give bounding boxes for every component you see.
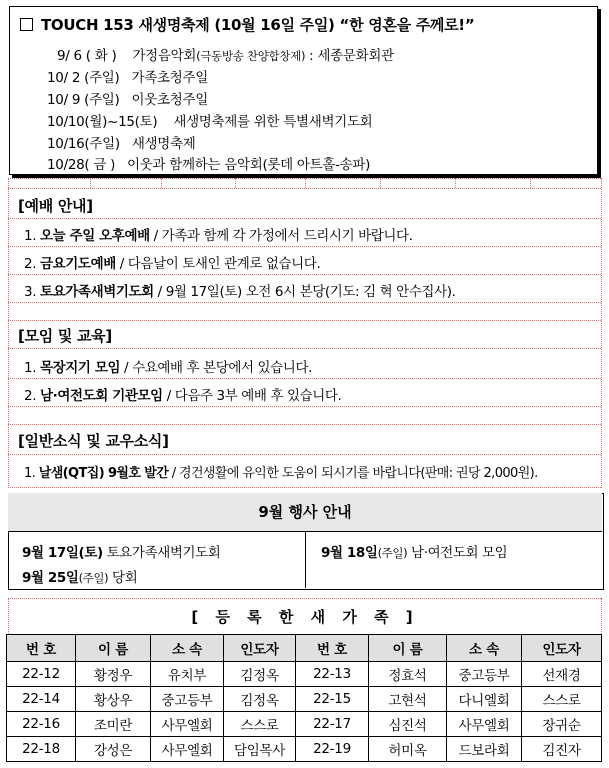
touch-item-date: 10/16(주일) [47, 136, 120, 152]
touch-item-note: (극동방송 찬양합창제) [196, 49, 306, 63]
touch-item [47, 66, 208, 86]
column-header: 소 속 [447, 635, 522, 662]
item-text: / 다음날이 토새인 관계로 없습니다. [115, 256, 321, 272]
table-cell: 사무엘회 [447, 712, 522, 737]
dotted-tick [530, 178, 531, 188]
column-header: 이 름 [369, 635, 447, 662]
worship-section-title: [예배 안내] [18, 197, 93, 215]
touch-festival-title [20, 14, 474, 35]
item-number: 2. [24, 388, 37, 404]
table-cell: 심진석 [369, 712, 447, 737]
event-day: (주일) [78, 571, 109, 585]
table-cell: 유치부 [151, 662, 224, 687]
registration-table [6, 634, 602, 762]
dotted-divider [8, 320, 601, 321]
event-item [22, 541, 220, 561]
dotted-divider [8, 598, 601, 599]
dotted-tick [305, 178, 306, 188]
news-item [24, 462, 538, 481]
table-cell: 황상우 [76, 687, 151, 712]
table-cell: 허미옥 [369, 737, 447, 762]
touch-item-text: 새생명축제를 위한 특별새벽기도회 [173, 114, 373, 130]
item-heading: 남·여전도회 기관모임 [40, 388, 163, 404]
item-heading: 날샘(QT집) 9월호 발간 [38, 466, 169, 481]
column-header: 이 름 [76, 635, 151, 662]
worship-item [24, 280, 455, 300]
table-cell: 22-15 [296, 687, 369, 712]
table-cell: 중고등부 [447, 662, 522, 687]
event-text: 당회 [108, 570, 138, 586]
item-text: / 다음주 3부 예배 후 있습니다. [162, 388, 342, 404]
touch-item-place: : 세종문화회관 [305, 48, 394, 64]
table-cell: 22-14 [7, 687, 76, 712]
table-cell: 선재경 [522, 662, 602, 687]
table-cell: 김정옥 [224, 662, 296, 687]
dotted-divider [8, 246, 601, 247]
touch-item-text: 가족초청주일 [131, 70, 208, 86]
table-cell: 22-18 [7, 737, 76, 762]
touch-item [47, 88, 208, 108]
events-divider [305, 531, 306, 588]
table-cell: 22-16 [7, 712, 76, 737]
touch-item-date: 10/10(월)~15(토) [47, 114, 158, 130]
table-cell: 22-12 [7, 662, 76, 687]
event-date: 9월 17일(토) [22, 545, 103, 561]
event-text: 남·여전도회 모임 [407, 545, 508, 561]
item-number: 1. [24, 360, 37, 376]
table-row [7, 662, 602, 687]
table-row [7, 737, 602, 762]
dotted-divider [8, 487, 601, 488]
table-cell: 장귀순 [522, 712, 602, 737]
table-cell: 22-17 [296, 712, 369, 737]
dotted-border [8, 178, 9, 488]
event-date: 9월 25일 [22, 570, 79, 586]
table-cell: 조미란 [76, 712, 151, 737]
table-cell: 스스로 [224, 712, 296, 737]
dotted-border [601, 178, 602, 488]
item-text: / 경건생활에 유익한 도움이 되시기를 바랍니다(판매: 권당 2,000원). [168, 466, 538, 481]
worship-item [24, 224, 413, 244]
item-text: / 9월 17일(토) 오전 6시 본당(기도: 김 혁 안수집사). [153, 284, 456, 300]
column-header: 인도자 [224, 635, 296, 662]
item-number: 2. [24, 256, 37, 272]
dotted-tick [380, 178, 381, 188]
meeting-section-title: [모임 및 교육] [18, 327, 112, 345]
dotted-tick [235, 178, 236, 188]
table-cell: 정효석 [369, 662, 447, 687]
dotted-divider [8, 424, 601, 425]
table-cell: 황정우 [76, 662, 151, 687]
event-text: 토요가족새벽기도회 [102, 545, 221, 561]
table-cell: 사무엘회 [151, 712, 224, 737]
dotted-tick [90, 178, 91, 188]
touch-item-text: 이웃과 함께하는 음악회(롯데 아트홀-송파) [127, 157, 371, 173]
table-cell: 김정옥 [224, 687, 296, 712]
dotted-divider [8, 454, 601, 455]
touch-item-date: 10/ 9 (주일) [47, 92, 120, 108]
table-cell: 중고등부 [151, 687, 224, 712]
dotted-divider [8, 188, 601, 189]
dotted-tick [455, 178, 456, 188]
item-heading: 토요가족새벽기도회 [40, 284, 154, 300]
item-text: / 수요예배 후 본당에서 있습니다. [120, 360, 312, 376]
item-number: 1. [24, 228, 37, 244]
item-number: 1. [24, 466, 36, 481]
meeting-item [24, 356, 312, 376]
item-heading: 목장지기 모임 [40, 360, 121, 376]
dotted-divider [8, 348, 601, 349]
event-date: 9월 18일 [321, 545, 378, 561]
dotted-divider [8, 378, 601, 379]
item-heading: 오늘 주일 오후예배 [40, 228, 150, 244]
table-cell: 다니엘회 [447, 687, 522, 712]
touch-item-date: 10/ 2 (주일) [47, 70, 120, 86]
table-cell: 스스로 [522, 687, 602, 712]
item-text: / 가족과 함께 각 가정에서 드리시기 바랍니다. [149, 228, 413, 244]
column-header: 번 호 [296, 635, 369, 662]
table-cell: 22-13 [296, 662, 369, 687]
touch-item [57, 44, 394, 64]
meeting-item [24, 384, 341, 404]
dotted-divider [8, 274, 601, 275]
table-row [7, 687, 602, 712]
touch-item [47, 110, 372, 130]
column-header: 소 속 [151, 635, 224, 662]
event-day: (주일) [377, 546, 408, 560]
table-cell: 담임목사 [224, 737, 296, 762]
touch-item-text: 가정음악회 [132, 48, 197, 64]
table-cell: 사무엘회 [151, 737, 224, 762]
item-number: 3. [24, 284, 37, 300]
table-header-row [7, 635, 602, 662]
worship-item [24, 252, 320, 272]
item-heading: 금요기도예배 [40, 256, 116, 272]
table-cell: 김진자 [522, 737, 602, 762]
touch-title-text: TOUCH 153 새생명축제 (10월 16일 주일) “한 영혼을 주께로!” [41, 16, 475, 34]
touch-item [47, 153, 370, 173]
table-cell: 드보라회 [447, 737, 522, 762]
touch-item-text: 이웃초청주일 [131, 92, 208, 108]
table-cell: 22-19 [296, 737, 369, 762]
column-header: 번 호 [7, 635, 76, 662]
checkbox-square-icon [20, 18, 33, 31]
event-item [321, 541, 507, 561]
touch-item-date: 10/28( 금 ) [47, 157, 116, 173]
events-title: 9월 행사 안내 [8, 493, 602, 532]
news-section-title: [일반소식 및 교우소식] [18, 432, 169, 450]
table-row [7, 712, 602, 737]
event-item [22, 566, 137, 586]
table-cell: 강성은 [76, 737, 151, 762]
registration-title: [ 등 록 한 새 가 족 ] [191, 608, 419, 626]
table-cell: 고현석 [369, 687, 447, 712]
dotted-divider [8, 406, 601, 407]
column-header: 인도자 [522, 635, 602, 662]
touch-item-date: 9/ 6 ( 화 ) [57, 48, 117, 64]
touch-item [47, 132, 196, 152]
dotted-divider [8, 218, 601, 219]
dotted-tick [161, 178, 162, 188]
dotted-divider [8, 302, 601, 303]
touch-item-text: 새생명축제 [131, 136, 196, 152]
